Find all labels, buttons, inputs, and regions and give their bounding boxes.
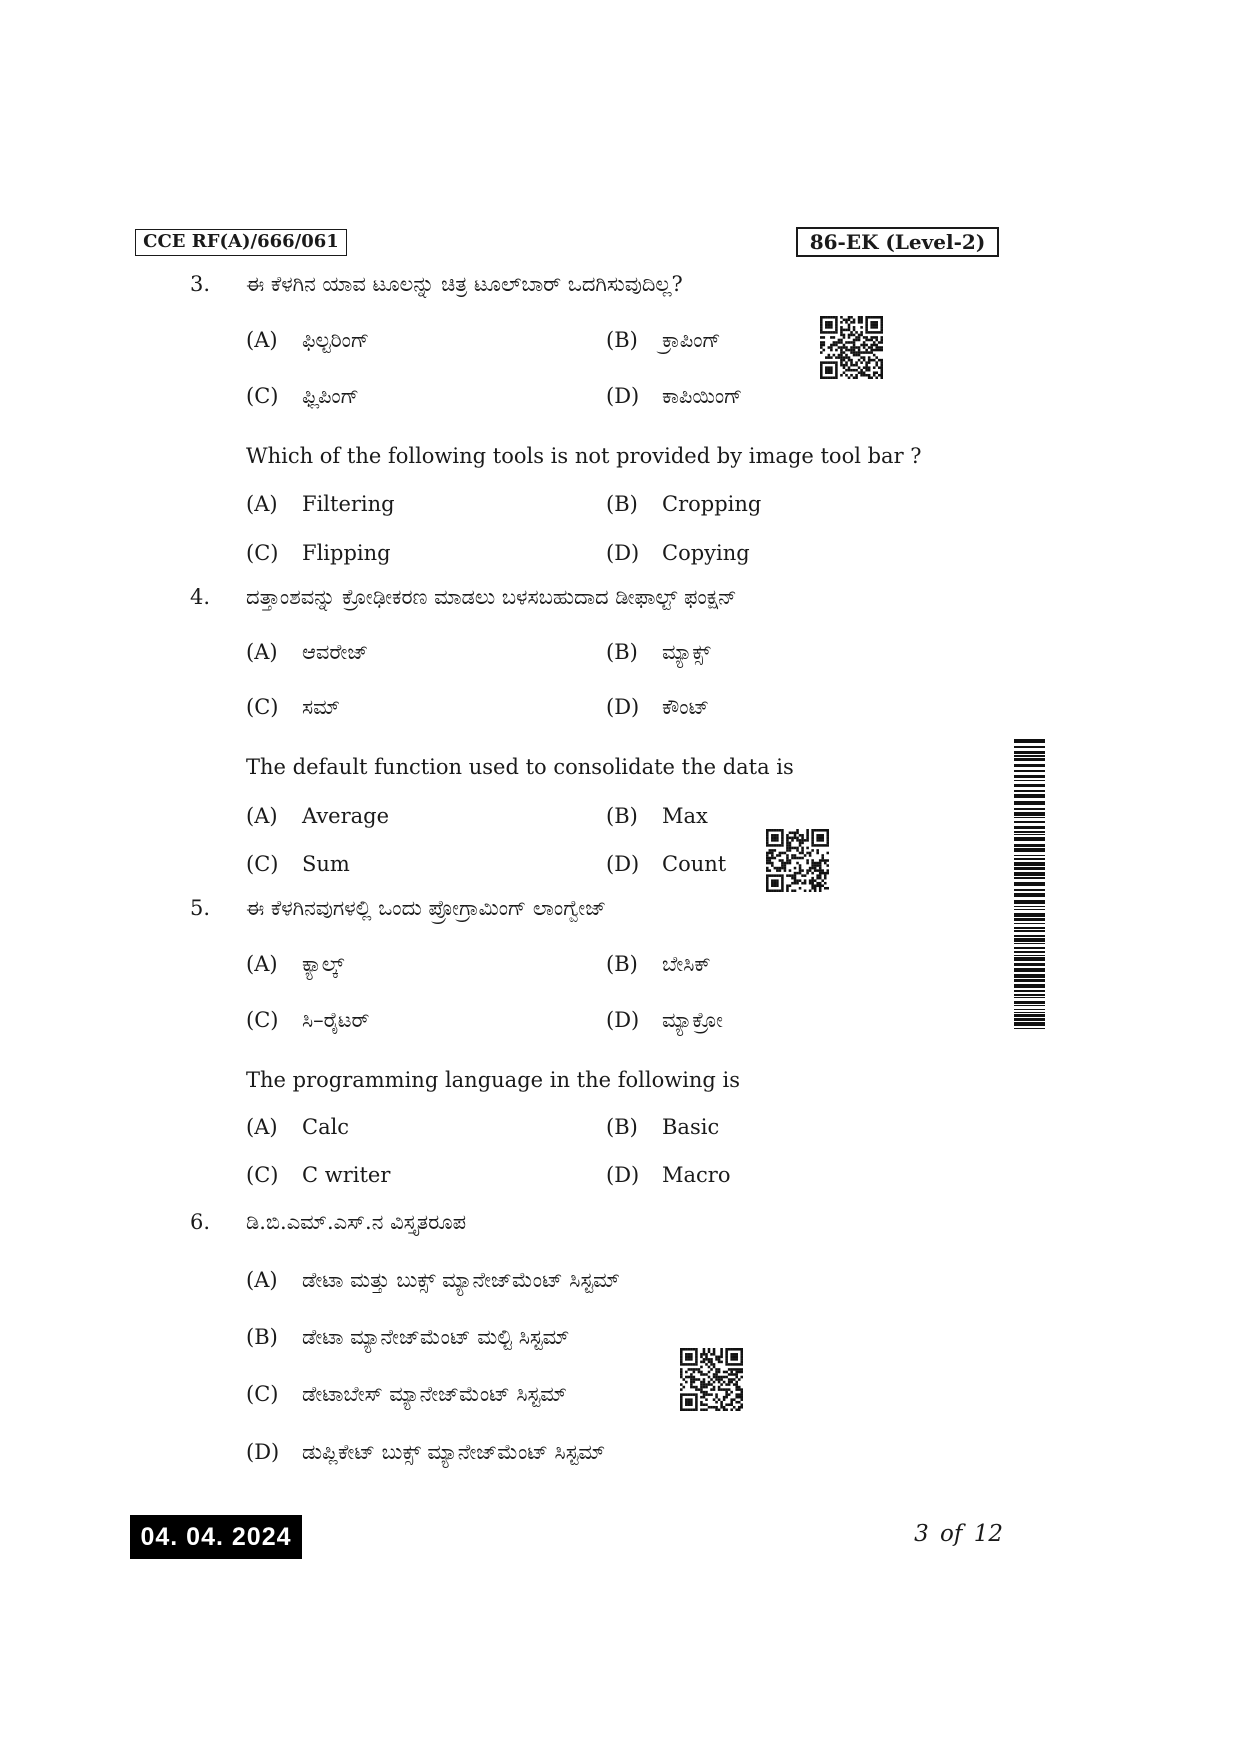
- option-row: [0, 538, 1241, 568]
- option-row: [0, 381, 1241, 411]
- option-label: (C): [246, 1008, 279, 1032]
- option-text: ಬೇಸಿಕ್: [662, 952, 711, 976]
- option-label: (C): [246, 1163, 279, 1187]
- question-text-english: Which of the following tools is not provided by image tool bar ?: [246, 444, 922, 468]
- exam-date: 04. 04. 2024: [130, 1515, 302, 1559]
- option-label: (D): [246, 1440, 280, 1464]
- option-label: (C): [246, 695, 279, 719]
- option-label: (B): [606, 328, 638, 352]
- question-number: 6.: [190, 1210, 211, 1234]
- option-text: ಕೌಂಟ್: [662, 695, 710, 719]
- option-row: [0, 1160, 1241, 1190]
- option-row: [0, 1112, 1241, 1142]
- option-label: (D): [606, 695, 640, 719]
- option-text: Cropping: [662, 492, 762, 516]
- question-4: [0, 582, 1241, 612]
- question-text-kannada: ಈ ಕೆಳಗಿನ ಯಾವ ಟೂಲನ್ನು ಚಿತ್ರ ಟೂಲ್‌ಬಾರ್ ಒದಗಿಸುವುದಿಲ್ಲ?: [246, 272, 683, 296]
- question-text-english: The default function used to consolidate the data is: [246, 755, 794, 779]
- option-label: (B): [246, 1325, 278, 1349]
- option-text: ಕಾಪಿಯಿಂಗ್: [662, 384, 743, 408]
- option-label: (B): [606, 804, 638, 828]
- option-text: ಡೇಟಾ ಮ್ಯಾನೇಜ್‌ಮೆಂಟ್ ಮಲ್ಟಿ ಸಿಸ್ಟಮ್: [302, 1325, 570, 1349]
- option-text: Sum: [302, 852, 350, 876]
- barcode: [1014, 739, 1045, 1032]
- option-label: (A): [246, 804, 278, 828]
- option-label: (A): [246, 952, 278, 976]
- option-text: Macro: [662, 1163, 731, 1187]
- option-row: [0, 849, 1241, 879]
- option-label: (A): [246, 640, 278, 664]
- option-label: (B): [606, 640, 638, 664]
- option-label: (B): [606, 492, 638, 516]
- option-row: [0, 637, 1241, 667]
- option-row: [0, 692, 1241, 722]
- paper-level: 86-EK (Level-2): [796, 227, 999, 257]
- question-number: 3.: [190, 272, 211, 296]
- qr-code: [820, 316, 883, 379]
- option-text: ಕ್ಯಾಲ್ಕ್: [302, 952, 345, 976]
- option-label: (C): [246, 384, 279, 408]
- question-number: 5.: [190, 896, 211, 920]
- option-label: (D): [606, 852, 640, 876]
- option-row: [0, 325, 1241, 355]
- option-text: Copying: [662, 541, 750, 565]
- option-label: (C): [246, 1382, 279, 1406]
- option-label: (C): [246, 541, 279, 565]
- question-6: [0, 1207, 1241, 1237]
- option-row: [0, 1379, 1241, 1409]
- option-row: [0, 1265, 1241, 1295]
- question-4-english: [0, 752, 1241, 782]
- option-row: [0, 1005, 1241, 1035]
- option-text: Flipping: [302, 541, 391, 565]
- option-text: ಡುಪ್ಲಿಕೇಟ್ ಬುಕ್ಸ್ ಮ್ಯಾನೇಜ್‌ಮೆಂಟ್ ಸಿಸ್ಟಮ್: [302, 1440, 606, 1464]
- question-3: [0, 269, 1241, 299]
- question-text-kannada: ಈ ಕೆಳಗಿನವುಗಳಲ್ಲಿ ಒಂದು ಪ್ರೋಗ್ರಾಮಿಂಗ್ ಲಾಂಗ್ವೇಜ್: [246, 896, 607, 920]
- page-number: 3 of 12: [914, 1521, 1003, 1547]
- question-text-kannada: ಡಿ.ಬಿ.ಎಮ್.ಎಸ್.ನ ವಿಸ್ತೃತರೂಪ: [246, 1210, 467, 1234]
- option-text: ಆವರೇಜ್: [302, 640, 369, 664]
- option-row: [0, 949, 1241, 979]
- option-text: ಡೇಟಾಬೇಸ್ ಮ್ಯಾನೇಜ್‌ಮೆಂಟ್ ಸಿಸ್ಟಮ್: [302, 1382, 567, 1406]
- option-label: (A): [246, 1268, 278, 1292]
- option-label: (B): [606, 1115, 638, 1139]
- question-5: [0, 893, 1241, 923]
- option-label: (A): [246, 492, 278, 516]
- option-text: ಮ್ಯಾಕ್ಸ್: [662, 640, 711, 664]
- option-text: ಸಮ್: [302, 695, 340, 719]
- option-label: (D): [606, 1008, 640, 1032]
- paper-code: CCE RF(A)/666/061: [135, 229, 347, 256]
- option-label: (C): [246, 852, 279, 876]
- option-label: (D): [606, 541, 640, 565]
- option-text: Max: [662, 804, 708, 828]
- option-text: ಕ್ರಾಪಿಂಗ್: [662, 328, 721, 352]
- option-label: (A): [246, 328, 278, 352]
- option-text: Basic: [662, 1115, 720, 1139]
- option-text: ಸಿ–ರೈಟರ್: [302, 1008, 370, 1032]
- option-text: Count: [662, 852, 727, 876]
- option-text: Average: [302, 804, 390, 828]
- option-label: (B): [606, 952, 638, 976]
- qr-code: [680, 1348, 743, 1411]
- option-row: [0, 801, 1241, 831]
- option-text: ಫ್ಲಿಪಿಂಗ್: [302, 384, 359, 408]
- option-row: [0, 1437, 1241, 1467]
- option-text: Filtering: [302, 492, 395, 516]
- question-text-english: The programming language in the following is: [246, 1068, 741, 1092]
- question-text-kannada: ದತ್ತಾಂಶವನ್ನು ಕ್ರೋಢೀಕರಣ ಮಾಡಲು ಬಳಸಬಹುದಾದ ಡೀಫಾಲ್ಟ್ ಫಂಕ್ಷನ್: [246, 585, 737, 609]
- qr-code: [766, 829, 829, 892]
- option-text: C writer: [302, 1163, 391, 1187]
- option-label: (D): [606, 1163, 640, 1187]
- option-label: (A): [246, 1115, 278, 1139]
- question-3-english: [0, 441, 1241, 471]
- option-row: [0, 1322, 1241, 1352]
- question-5-english: [0, 1065, 1241, 1095]
- option-text: ಮ್ಯಾಕ್ರೋ: [662, 1008, 723, 1032]
- question-number: 4.: [190, 585, 211, 609]
- option-text: ಫಿಲ್ಟರಿಂಗ್: [302, 328, 370, 352]
- option-text: ಡೇಟಾ ಮತ್ತು ಬುಕ್ಸ್ ಮ್ಯಾನೇಜ್‌ಮೆಂಟ್ ಸಿಸ್ಟಮ್: [302, 1268, 620, 1292]
- option-label: (D): [606, 384, 640, 408]
- option-text: Calc: [302, 1115, 350, 1139]
- option-row: [0, 489, 1241, 519]
